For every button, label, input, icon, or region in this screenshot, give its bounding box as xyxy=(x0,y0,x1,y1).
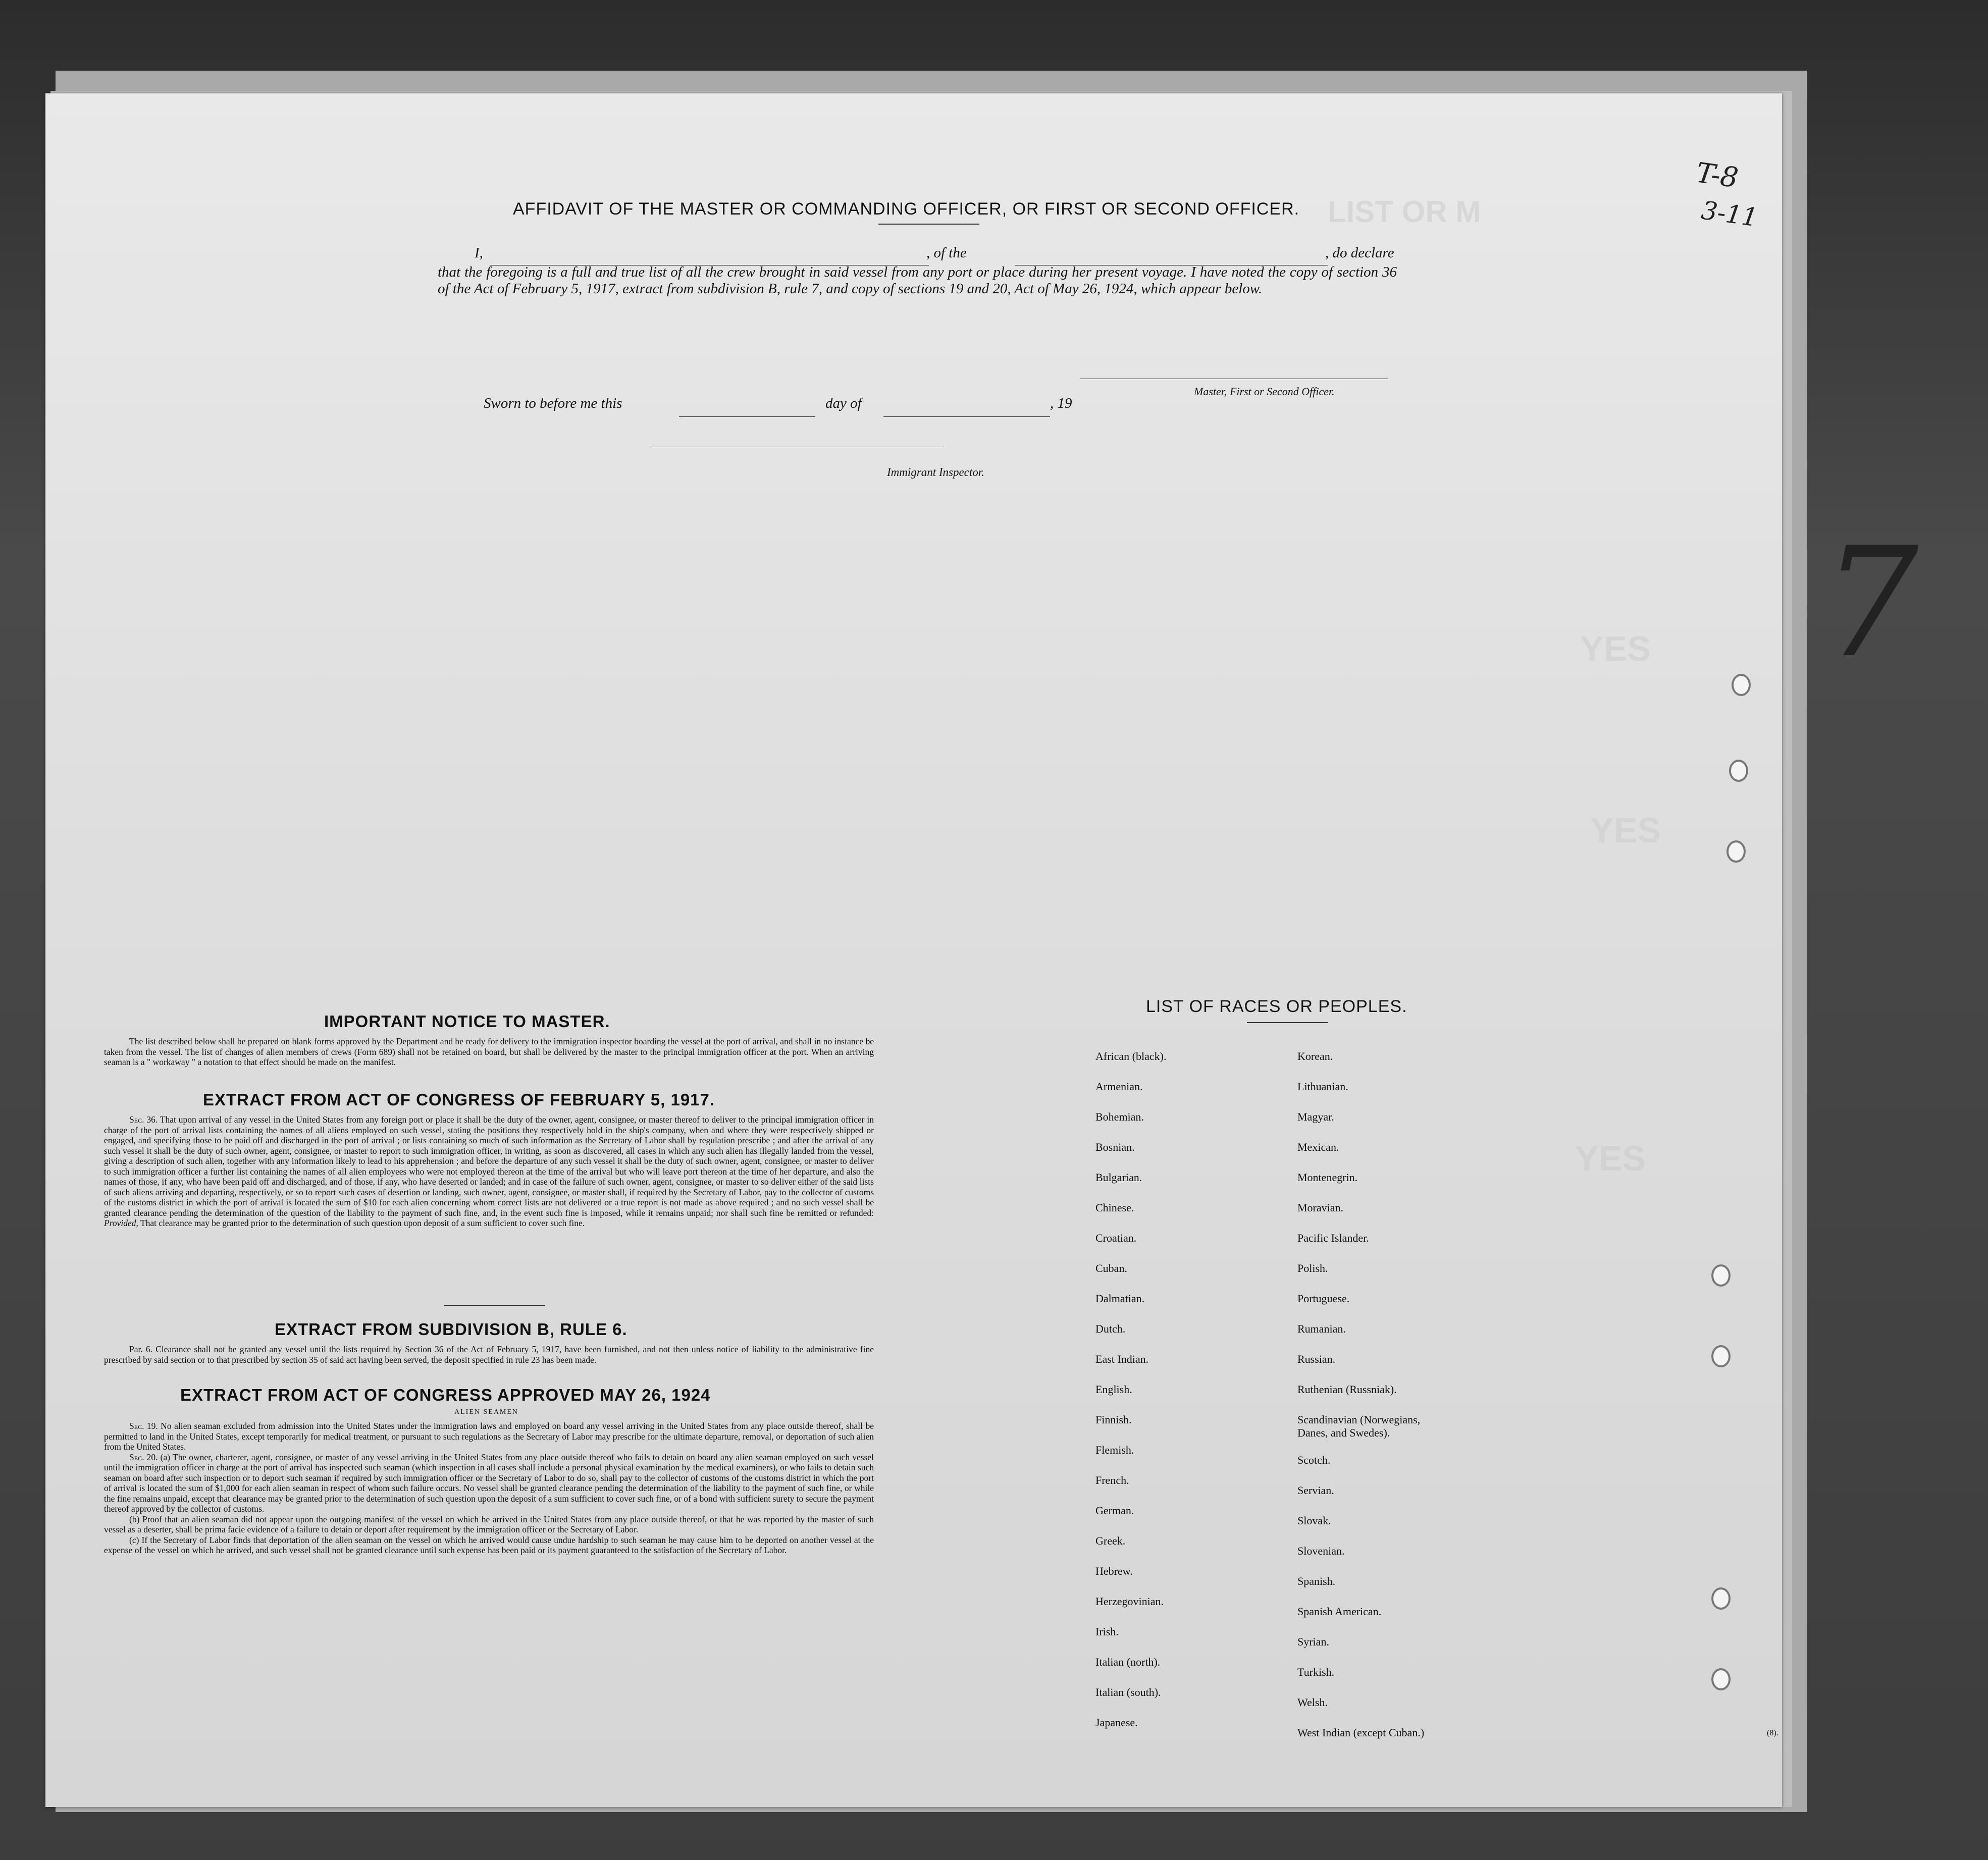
race-item: Turkish. xyxy=(1297,1666,1335,1678)
inspector-label: Immigrant Inspector. xyxy=(887,466,984,479)
race-item: Syrian. xyxy=(1297,1635,1329,1648)
punch-hole xyxy=(1729,760,1748,782)
notice-title: IMPORTANT NOTICE TO MASTER. xyxy=(324,1012,610,1031)
race-item: Portuguese. xyxy=(1297,1292,1350,1305)
race-item: Bohemian. xyxy=(1095,1110,1144,1123)
race-item: West Indian (except Cuban.) xyxy=(1297,1726,1425,1739)
race-item: Italian (north). xyxy=(1095,1656,1161,1668)
race-item: Russian. xyxy=(1297,1353,1336,1365)
race-item: Montenegrin. xyxy=(1297,1171,1358,1184)
race-item: East Indian. xyxy=(1095,1353,1149,1365)
races-title: LIST OF RACES OR PEOPLES. xyxy=(1146,997,1407,1016)
form-sheet xyxy=(45,93,1919,1807)
affidavit-of-the-label: , of the xyxy=(926,245,967,261)
race-item: Lithuanian. xyxy=(1297,1080,1348,1093)
handwritten-note: 3-11 xyxy=(1699,195,1760,233)
race-item: Japanese. xyxy=(1095,1716,1138,1729)
handwritten-note: T-8 xyxy=(1694,156,1741,194)
bleed-through-text: LIST OR M xyxy=(1328,195,1481,229)
bleed-through-stamp: YES xyxy=(1590,811,1661,850)
race-item: Polish. xyxy=(1297,1262,1328,1274)
sworn-day-line[interactable] xyxy=(679,416,815,417)
sec19-label: Sec. 19. xyxy=(129,1421,158,1431)
divider xyxy=(878,224,979,225)
race-item: Croatian. xyxy=(1095,1232,1137,1244)
affidavit-body: that the foregoing is a full and true list of all the crew brought in said vessel from any port or place during her present voyage. I have noted the copy of section 36 of the Act of February 5, 1917, extract from subdivision B, rule 7, and copy of sections 19 and 20, Act of May 26, 1924, which appear below. xyxy=(438,264,1397,297)
signature-label: Master, First or Second Officer. xyxy=(1194,385,1335,398)
sworn-month-line[interactable] xyxy=(883,416,1050,417)
punch-hole xyxy=(1711,1587,1731,1610)
race-item: Bulgarian. xyxy=(1095,1171,1142,1184)
sec20a-paragraph xyxy=(104,1452,874,1514)
punch-hole xyxy=(1711,1345,1731,1367)
extract-1917-body xyxy=(104,1114,874,1229)
race-item: Spanish American. xyxy=(1297,1605,1382,1618)
race-item: Welsh. xyxy=(1297,1696,1328,1709)
race-item: Mexican. xyxy=(1297,1141,1339,1153)
race-item: Dutch. xyxy=(1095,1322,1126,1335)
race-item: Armenian. xyxy=(1095,1080,1143,1093)
punch-hole xyxy=(1711,1264,1731,1287)
form-number-mark: (8). xyxy=(1767,1729,1778,1737)
notice-body: The list described below shall be prepared on blank forms approved by the Department and be ready for delivery to the immigration inspector boarding the vessel at the port of arrival, and shall in no instance be taken from the vessel. The list of changes of alien members of crews (Form 689) shall not be retained on board, but shall be delivered by the master to the principal immigration officer at the port. When an arriving seaman is a " workaway " a notation to that effect should be made on the manifest. xyxy=(104,1036,874,1067)
race-item: Spanish. xyxy=(1297,1575,1336,1587)
race-item: African (black). xyxy=(1095,1050,1167,1062)
race-item: Scandinavian (Norwegians, Danes, and Swedes). xyxy=(1297,1413,1421,1439)
extract-1917-title: EXTRACT FROM ACT OF CONGRESS OF FEBRUARY 5, 1917. xyxy=(203,1090,715,1109)
race-item: Cuban. xyxy=(1095,1262,1127,1274)
bleed-through-stamp: YES xyxy=(1575,1139,1646,1178)
race-item: Slovak. xyxy=(1297,1514,1331,1527)
race-item: French. xyxy=(1095,1474,1129,1486)
race-item: Bosnian. xyxy=(1095,1141,1135,1153)
extract-rule6-body: Par. 6. Clearance shall not be granted any vessel until the lists required by Section 36 of the Act of February 5, 1917, have been furnished, and not then unless notice of liability to the administrative fine prescribed by said section or to that prescribed by section 35 of said act having been served, the deposit specified in rule 23 has been made. xyxy=(104,1344,874,1365)
sworn-label: Sworn to before me this xyxy=(484,395,622,411)
race-item: Servian. xyxy=(1297,1484,1334,1497)
race-item: Rumanian. xyxy=(1297,1322,1346,1335)
punch-hole xyxy=(1732,674,1751,696)
extract-1917-proviso: That clearance may be granted prior to the determination of such question upon deposit of a sum sufficient to cover such fine. xyxy=(140,1218,585,1228)
race-item: Ruthenian (Russniak). xyxy=(1297,1383,1397,1396)
race-item: Slovenian. xyxy=(1297,1545,1345,1557)
race-item: Pacific Islander. xyxy=(1297,1232,1369,1244)
sec19-text: No alien seaman excluded from admission into the United States under the immigration laws and employed on board any vessel arriving in the United States from any place outside thereof, shall be permitted to land in the United States, except temporarily for medical treatment, or pursuant to such regulations as the Secretary of Labor may prescribe for the ultimate departure, removal, or deportation of such alien from the United States. xyxy=(104,1421,874,1452)
extract-1924-body xyxy=(104,1421,874,1556)
sec20a-text: (a) The owner, charterer, agent, consignee, or master of any vessel arriving in the United States from any place outside thereof who fails to detain on board any alien seaman employed on such vessel until the immigration officer in charge at the port of arrival has inspected such seaman (which inspection in all cases shall include a personal physical examination by the medical examiners), or who fails to detain such seaman on board after such inspection or to deport such seaman if required by such immigration officer or the Secretary of Labor to do so, shall pay to the collector of customs of the customs district in which the port of arrival is located the sum of $1,000 for each alien seaman in respect of whom such failure occurs. No vessel shall be granted clearance pending the determination of the liability to the payment of such fine, or while the fine remains unpaid, except that clearance may be granted prior to the determination of such question upon the deposit of a sum sufficient to cover such fine, or of a bond with sufficient surety to secure the payment thereof approved by the collector of customs. xyxy=(104,1452,874,1514)
sec20-label: Sec. 20. xyxy=(129,1452,158,1462)
divider xyxy=(1247,1022,1328,1023)
sec20b-paragraph: (b) Proof that an alien seaman did not appear upon the outgoing manifest of the vessel on which he arrived in the United States from any place outside thereof, or that he was reported by the master of such vessel as a deserter, shall be prima facie evidence of a failure to detain or deport after requirement by the immigration officer or the Secretary of Labor. xyxy=(104,1514,874,1534)
punch-hole xyxy=(1727,840,1746,863)
race-item: Greek. xyxy=(1095,1534,1126,1547)
bleed-through-stamp: YES xyxy=(1580,629,1651,668)
extract-1917-text: That upon arrival of any vessel in the United States from any foreign port or place it shall be the duty of the owner, agent, consignee, or master thereof to deliver to the principal immigration officer in charge of the port of arrival lists containing the names of all aliens employed on such vessel, stating the positions they respectively hold in the ship's company, when and where they were respectively shipped or engaged, and specifying those to be paid off and discharged in the port of arrival ; or lists containing so much of such information as the Secretary of Labor shall by regulation prescribe ; and after the arrival of any such vessel it shall be the duty of such owner, agent, consignee, or master to report to such immigration officer, in writing, as soon as discovered, all cases in which any such alien has illegally landed from the vessel, giving a description of such alien, together with any information likely to lead to his apprehension ; and before the departure of any such vessel it shall be the duty of such owner, agent, consignee, or master to deliver to such immigration officer a further list containing the names of all alien employees who were not employed thereon at the time of the arrival but who will leave port thereon at the time of her departure, and also the names of those, if any, who have been paid off and discharged, and of those, if any, who have deserted or landed; and in case of the failure of such owner, agent, consignee, or master to so deliver either of the said lists of such aliens arriving and departing, respectively, or so to report such cases of desertion or landing, such owner, agent, consignee, or master shall, if required by the Secretary of Labor, pay to the collector of customs of the customs district in which the port of arrival is located the sum of $10 for each alien concerning whom correct lists are not delivered or a true report is not made as above required ; and no such vessel shall be granted clearance pending the determination of the question of the liability to the payment of such fine, and, in the event such fine is imposed, while it remains unpaid; nor shall such fine be remitted or refunded: xyxy=(104,1114,874,1218)
race-item: German. xyxy=(1095,1504,1134,1517)
extract-1917-sec-label: Sec. 36. xyxy=(129,1114,158,1125)
race-item: Korean. xyxy=(1297,1050,1333,1062)
affidavit-title: AFFIDAVIT OF THE MASTER OR COMMANDING OFFICER, OR FIRST OR SECOND OFFICER. xyxy=(513,199,1300,219)
affidavit-declare-label: , do declare xyxy=(1325,245,1394,261)
affidavit-i-label: I, xyxy=(475,245,483,261)
race-item: Dalmatian. xyxy=(1095,1292,1145,1305)
sworn-day-label: day of xyxy=(825,395,862,411)
extract-1924-title: EXTRACT FROM ACT OF CONGRESS APPROVED MAY 26, 1924 xyxy=(180,1386,711,1404)
race-item: Irish. xyxy=(1095,1625,1119,1638)
race-item: Italian (south). xyxy=(1095,1686,1161,1698)
extract-1917-proviso-label: Provided, xyxy=(104,1218,138,1228)
divider xyxy=(444,1305,545,1306)
sworn-year-label: , 19 xyxy=(1050,395,1072,411)
race-item: Scotch. xyxy=(1297,1454,1331,1466)
race-item: Herzegovinian. xyxy=(1095,1595,1164,1608)
extract-rule6-title: EXTRACT FROM SUBDIVISION B, RULE 6. xyxy=(275,1320,627,1339)
race-item: Chinese. xyxy=(1095,1201,1134,1214)
punch-hole xyxy=(1711,1668,1731,1690)
race-item: Moravian. xyxy=(1297,1201,1344,1214)
handwritten-number: 7 xyxy=(1822,515,1919,691)
sec20c-paragraph: (c) If the Secretary of Labor finds that deportation of the alien seaman on the vessel on which he arrived would cause undue hardship to such seaman he may cause him to be deported on another vessel at the expense of the vessel on which he arrived, and such vessel shall not be granted clearance until such expense has been paid or its payment guaranteed to the satisfaction of the Secretary of Labor. xyxy=(104,1534,874,1555)
sec19-paragraph xyxy=(104,1421,874,1452)
race-item: Magyar. xyxy=(1297,1110,1334,1123)
race-item: Finnish. xyxy=(1095,1413,1132,1426)
race-item: Flemish. xyxy=(1095,1444,1134,1456)
extract-1924-subtitle: ALIEN SEAMEN xyxy=(454,1408,519,1416)
race-item: English. xyxy=(1095,1383,1132,1396)
race-item: Hebrew. xyxy=(1095,1565,1133,1577)
